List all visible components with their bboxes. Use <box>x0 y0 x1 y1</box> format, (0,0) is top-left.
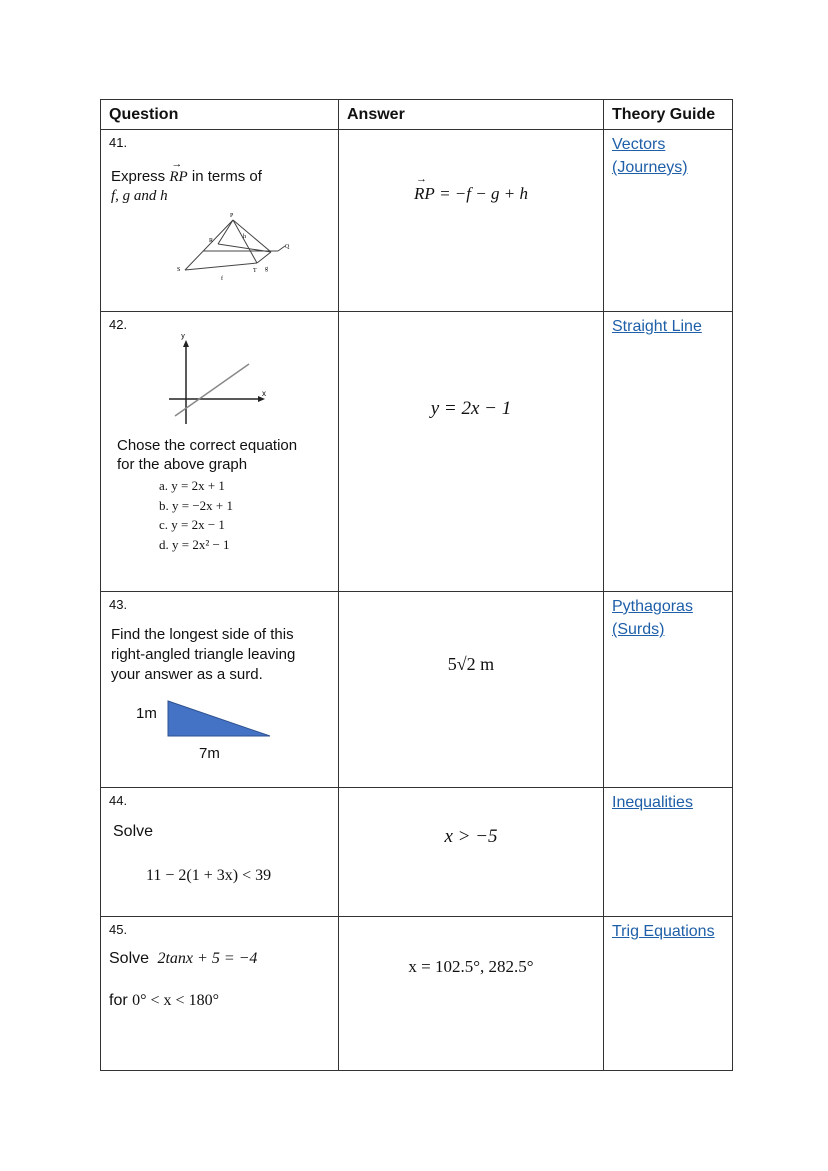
range-expression: 0° < x < 180° <box>132 992 219 1009</box>
option-c: c. y = 2x − 1 <box>159 517 225 532</box>
question-expression: 11 − 2(1 + 3x) < 39 <box>146 867 272 884</box>
question-text-part: for <box>109 992 128 1009</box>
label-q: Q <box>285 244 290 250</box>
question-text-line: Chose the correct equation <box>117 437 298 454</box>
theory-cell <box>604 917 733 1071</box>
table-row <box>101 788 733 917</box>
answer-expression: = −f − g + h <box>439 184 528 203</box>
line-graph-figure <box>161 334 281 429</box>
answer-cell <box>339 130 604 312</box>
question-cell <box>101 788 339 917</box>
theory-cell <box>604 312 733 592</box>
question-text <box>111 625 295 685</box>
question-cell <box>101 592 339 788</box>
question-text-line: for the above graph <box>117 456 248 473</box>
theory-link-pythagoras[interactable]: Pythagoras (Surds) <box>612 598 693 638</box>
table-row <box>101 312 733 592</box>
label-h: h <box>243 234 246 240</box>
question-cell <box>101 917 339 1071</box>
header-answer: Answer <box>339 100 604 130</box>
question-text: Solve <box>113 823 154 840</box>
answer-options <box>159 476 233 554</box>
question-range <box>109 992 219 1010</box>
table-row <box>101 130 733 312</box>
header-question: Question <box>101 100 339 130</box>
triangle-figure <box>167 700 273 740</box>
label-g: g <box>265 266 268 272</box>
theory-link-straight-line[interactable]: Straight Line <box>612 318 702 335</box>
question-text-line: Find the longest side of this <box>111 626 294 643</box>
vector-rp: → RP <box>414 184 435 204</box>
question-cell <box>101 312 339 592</box>
label-f: f <box>221 276 223 282</box>
theory-cell <box>604 788 733 917</box>
question-text <box>111 168 262 186</box>
question-text-line2: f, g and h <box>111 188 168 204</box>
question-text <box>117 436 297 474</box>
answer-text <box>339 184 603 204</box>
side-label-1m: 1m <box>136 705 157 722</box>
question-number: 42. <box>109 317 128 332</box>
answer-text: x = 102.5°, 282.5° <box>408 957 534 976</box>
question-number: 44. <box>109 793 128 808</box>
question-table <box>100 99 733 1071</box>
side-label-7m: 7m <box>199 745 220 762</box>
option-d: d. y = 2x² − 1 <box>159 536 230 552</box>
pyramid-figure <box>173 208 303 288</box>
answer-cell <box>339 788 604 917</box>
theory-link-trig-equations[interactable]: Trig Equations <box>612 923 715 940</box>
axis-x-label: x <box>262 389 266 398</box>
axis-y-label: y <box>181 334 185 340</box>
option-b: b. y = −2x + 1 <box>159 497 233 513</box>
header-row <box>101 100 733 130</box>
theory-link-inequalities[interactable]: Inequalities <box>612 794 693 811</box>
vector-rp: → RP <box>169 169 187 186</box>
label-r: R <box>209 238 214 244</box>
question-text-line: right-angled triangle leaving <box>111 646 296 663</box>
question-expression: 2tanx + 5 = −4 <box>157 950 258 967</box>
answer-text: y = 2x − 1 <box>430 398 512 419</box>
question-text-part: Express <box>111 168 166 185</box>
theory-cell <box>604 592 733 788</box>
label-p: P <box>230 213 234 219</box>
table-row <box>101 917 733 1071</box>
label-s: S <box>177 267 181 273</box>
question-number: 41. <box>109 135 128 150</box>
question-text-line: your answer as a surd. <box>111 666 263 683</box>
label-t: T <box>253 268 257 274</box>
question-text <box>109 950 257 968</box>
question-cell <box>101 130 339 312</box>
option-a: a. y = 2x + 1 <box>159 478 225 493</box>
answer-cell <box>339 312 604 592</box>
theory-cell <box>604 130 733 312</box>
header-theory: Theory Guide <box>604 100 733 130</box>
answer-text: 5√2 m <box>447 654 495 674</box>
answer-cell <box>339 592 604 788</box>
question-number: 45. <box>109 922 128 937</box>
question-text-part: Solve <box>109 950 150 967</box>
table-row <box>101 592 733 788</box>
question-text-part: in terms of <box>191 168 262 185</box>
question-number: 43. <box>109 597 128 612</box>
theory-link-vectors[interactable]: Vectors (Journeys) <box>612 136 688 176</box>
answer-text: x > −5 <box>444 826 498 847</box>
answer-cell <box>339 917 604 1071</box>
